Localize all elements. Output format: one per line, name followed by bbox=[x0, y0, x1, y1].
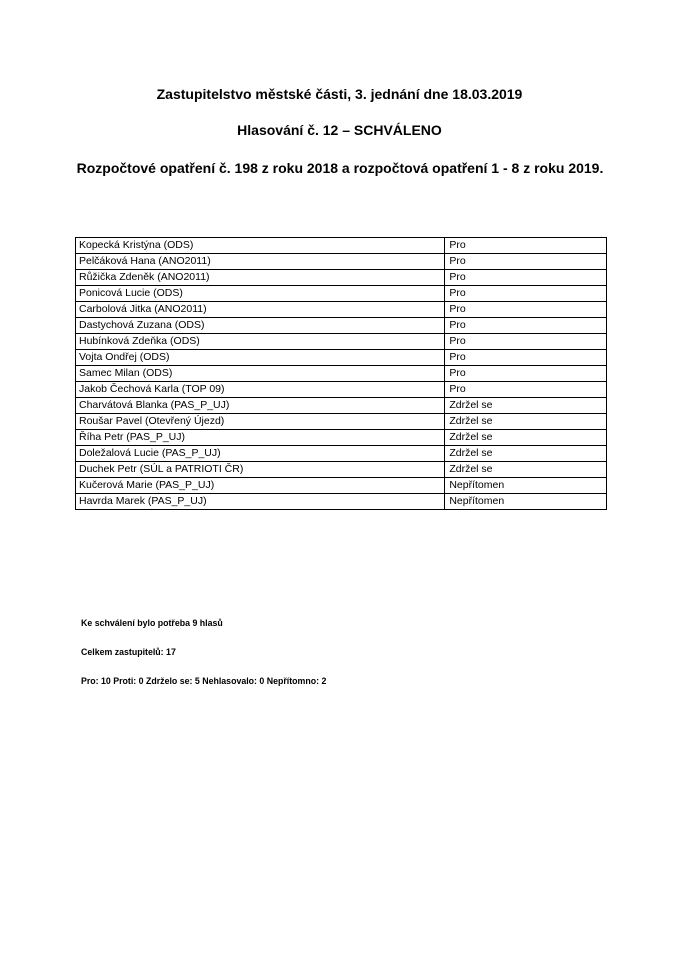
member-name-cell: Charvátová Blanka (PAS_P_UJ) bbox=[76, 398, 445, 414]
table-row bbox=[76, 446, 607, 462]
table-row bbox=[76, 350, 607, 366]
table-row bbox=[76, 254, 607, 270]
member-name-cell: Ponicová Lucie (ODS) bbox=[76, 286, 445, 302]
vote-subject: Rozpočtové opatření č. 198 z roku 2018 a rozpočtová opatření 1 - 8 z roku 2019. bbox=[76, 160, 604, 176]
member-name-cell: Pelčáková Hana (ANO2011) bbox=[76, 254, 445, 270]
table-row bbox=[76, 334, 607, 350]
member-name-cell: Jakob Čechová Karla (TOP 09) bbox=[76, 382, 445, 398]
vote-value-cell: Nepřítomen bbox=[445, 494, 607, 510]
session-heading: Zastupitelstvo městské části, 3. jednání dne 18.03.2019 bbox=[156, 86, 523, 102]
vote-value-cell: Pro bbox=[445, 286, 607, 302]
member-name-cell: Kučerová Marie (PAS_P_UJ) bbox=[76, 478, 445, 494]
table-row bbox=[76, 382, 607, 398]
member-name-cell: Vojta Ondřej (ODS) bbox=[76, 350, 445, 366]
vote-value-cell: Pro bbox=[445, 302, 607, 318]
votes-table-body bbox=[76, 238, 607, 510]
member-name-cell: Duchek Petr (SÚL a PATRIOTI ČR) bbox=[76, 462, 445, 478]
member-name-cell: Havrda Marek (PAS_P_UJ) bbox=[76, 494, 445, 510]
vote-value-cell: Pro bbox=[445, 366, 607, 382]
total-members-text: Celkem zastupitelů: 17 bbox=[81, 647, 176, 657]
member-name-cell: Růžička Zdeněk (ANO2011) bbox=[76, 270, 445, 286]
table-row bbox=[76, 398, 607, 414]
member-name-cell: Hubínková Zdeňka (ODS) bbox=[76, 334, 445, 350]
table-row bbox=[76, 286, 607, 302]
member-name-cell: Říha Petr (PAS_P_UJ) bbox=[76, 430, 445, 446]
vote-value-cell: Zdržel se bbox=[445, 398, 607, 414]
member-name-cell: Dastychová Zuzana (ODS) bbox=[76, 318, 445, 334]
vote-title: Hlasování č. 12 – SCHVÁLENO bbox=[237, 122, 442, 138]
table-row bbox=[76, 270, 607, 286]
vote-value-cell: Pro bbox=[445, 382, 607, 398]
member-name-cell: Kopecká Kristýna (ODS) bbox=[76, 238, 445, 254]
vote-value-cell: Pro bbox=[445, 270, 607, 286]
table-row bbox=[76, 414, 607, 430]
vote-value-cell: Nepřítomen bbox=[445, 478, 607, 494]
member-name-cell: Carbolová Jitka (ANO2011) bbox=[76, 302, 445, 318]
table-row bbox=[76, 478, 607, 494]
table-row bbox=[76, 430, 607, 446]
table-row bbox=[76, 302, 607, 318]
table-row bbox=[76, 238, 607, 254]
table-row bbox=[76, 494, 607, 510]
votes-table bbox=[75, 237, 607, 510]
vote-value-cell: Zdržel se bbox=[445, 414, 607, 430]
member-name-cell: Samec Milan (ODS) bbox=[76, 366, 445, 382]
member-name-cell: Roušar Pavel (Otevřený Újezd) bbox=[76, 414, 445, 430]
vote-value-cell: Pro bbox=[445, 238, 607, 254]
vote-value-cell: Zdržel se bbox=[445, 462, 607, 478]
vote-value-cell: Zdržel se bbox=[445, 430, 607, 446]
required-votes-text: Ke schválení bylo potřeba 9 hlasů bbox=[81, 618, 223, 628]
vote-value-cell: Pro bbox=[445, 334, 607, 350]
member-name-cell: Doležalová Lucie (PAS_P_UJ) bbox=[76, 446, 445, 462]
table-row bbox=[76, 366, 607, 382]
vote-value-cell: Pro bbox=[445, 318, 607, 334]
vote-value-cell: Zdržel se bbox=[445, 446, 607, 462]
vote-value-cell: Pro bbox=[445, 254, 607, 270]
vote-value-cell: Pro bbox=[445, 350, 607, 366]
table-row bbox=[76, 318, 607, 334]
table-row bbox=[76, 462, 607, 478]
vote-counts-text: Pro: 10 Proti: 0 Zdrželo se: 5 Nehlasovalo: 0 Nepřítomno: 2 bbox=[81, 676, 327, 686]
